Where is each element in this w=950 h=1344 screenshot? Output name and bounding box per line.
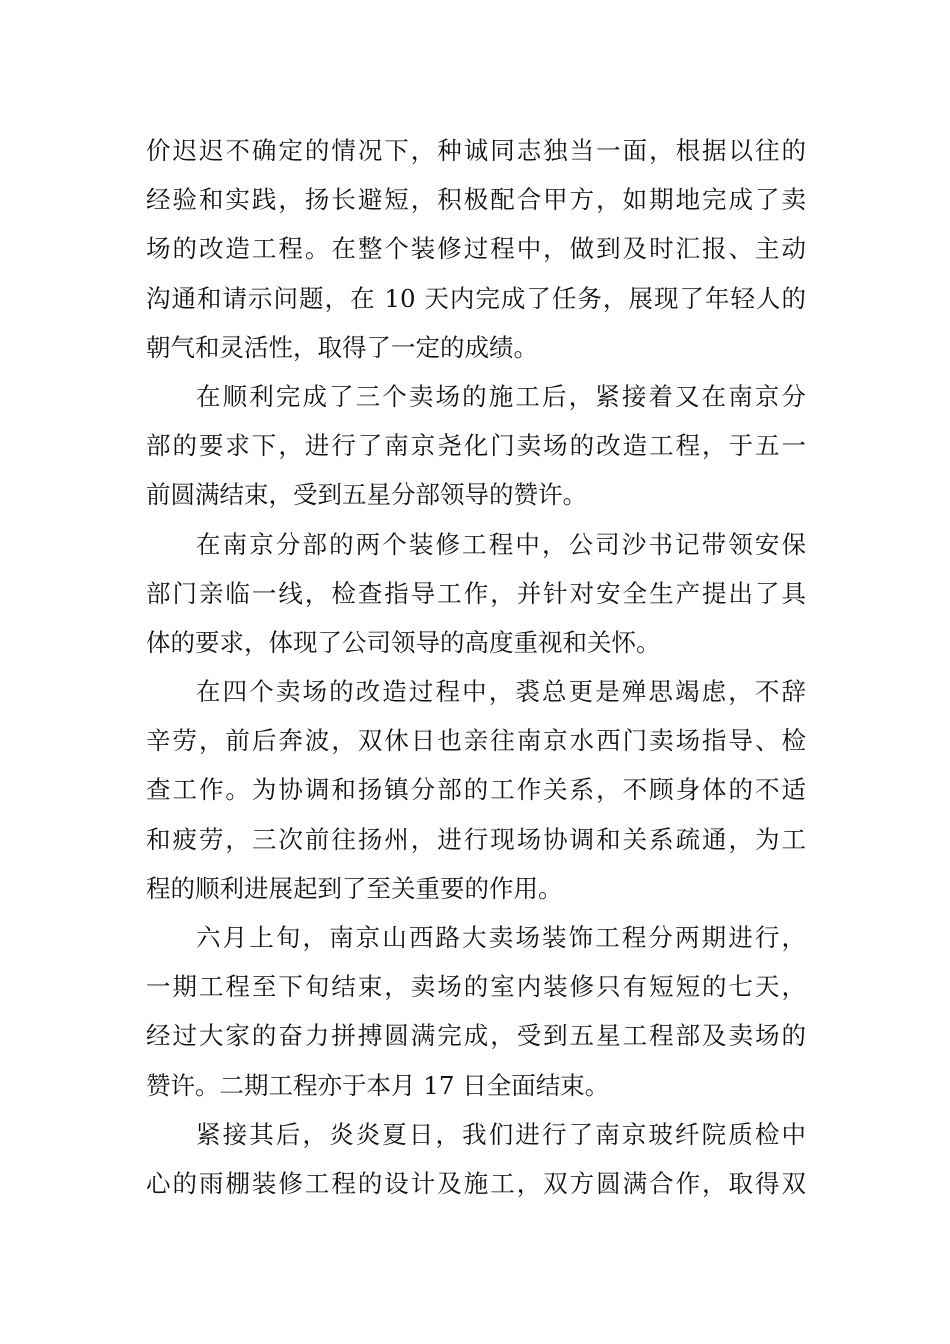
text-line: 一期工程至下旬结束，卖场的室内装修只有短短的七天， [146,972,806,1002]
text-line: 六月上旬，南京山西路大卖场装饰工程分两期进行， [196,923,806,952]
text-line: 体的要求，体现了公司领导的高度重视和关怀。 [146,627,661,657]
text-line: 辛劳，前后奔波，双休日也亲往南京水西门卖场指导、检 [146,726,806,756]
text-line: 朝气和灵活性，取得了一定的成绩。 [146,332,538,362]
text-line: 查工作。为协调和扬镇分部的工作关系，不顾身体的不适 [146,775,806,805]
text-line: 程的顺利进展起到了至关重要的作用。 [146,873,563,903]
text-line: 经过大家的奋力拼搏圆满完成，受到五星工程部及卖场的 [146,1021,806,1051]
text-line: 在四个卖场的改造过程中，裘总更是殚思竭虑，不辞 [196,677,806,707]
text-line: 价迟迟不确定的情况下，种诚同志独当一面，根据以往的 [146,136,806,165]
text-line: 和疲劳，三次前往扬州，进行现场协调和关系疏通，为工 [146,824,806,854]
text-line: 部门亲临一线，检查指导工作，并针对安全生产提出了具 [146,578,806,608]
text-line: 沟通和请示问题，在 10 天内完成了任务，展现了年轻人的 [146,283,806,313]
text-line: 经验和实践，扬长避短，积极配合甲方，如期地完成了卖 [146,185,806,215]
text-line: 紧接其后，炎炎夏日，我们进行了南京玻纤院质检中 [196,1119,806,1149]
text-line: 心的雨棚装修工程的设计及施工，双方圆满合作，取得双 [146,1168,806,1198]
text-line: 部的要求下，进行了南京尧化门卖场的改造工程，于五一 [146,431,806,461]
body-text [146,126,806,1208]
text-line: 前圆满结束，受到五星分部领导的赞许。 [146,480,587,510]
text-line: 赞许。二期工程亦于本月 17 日全面结束。 [146,1070,610,1100]
text-line: 场的改造工程。在整个装修过程中，做到及时汇报、主动 [146,234,806,264]
text-line: 在南京分部的两个装修工程中，公司沙书记带领安保 [196,529,806,559]
text-line: 在顺利完成了三个卖场的施工后，紧接着又在南京分 [196,381,806,411]
